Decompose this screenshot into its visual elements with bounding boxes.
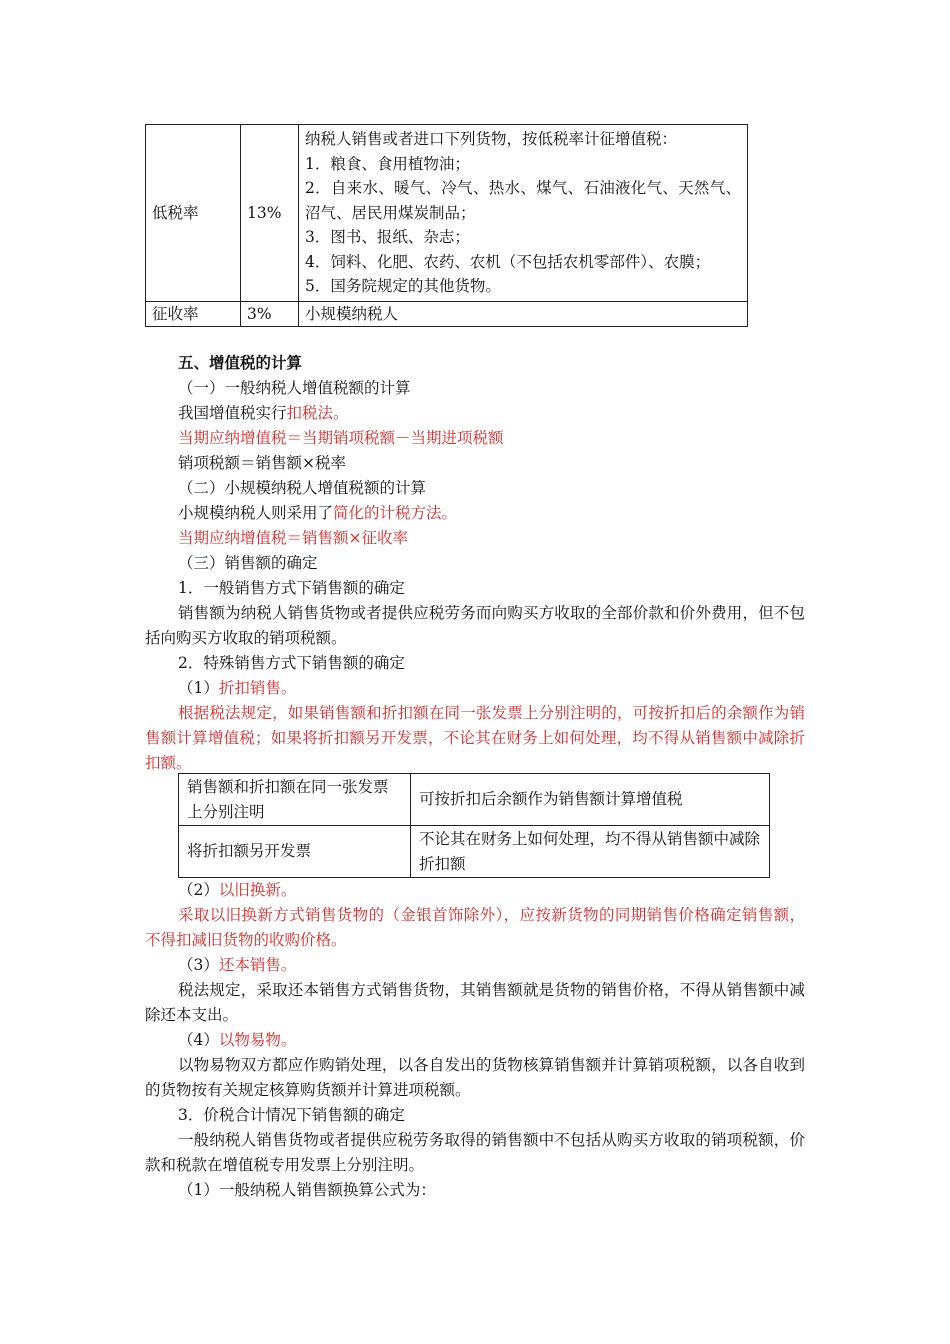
rate-items-cell: [299, 125, 748, 302]
section-heading: 五、增值税的计算: [178, 353, 303, 372]
point-title: [178, 878, 296, 903]
list-item: 5．国务院规定的其他货物。: [305, 277, 501, 295]
paragraph: 以物易物双方都应作购销处理，以各自发出的货物核算销售额并计算销项税额，以各自收到的货物按有关规定核算购货额并计算进项税额。: [145, 1056, 805, 1099]
table-row: [146, 125, 748, 302]
rate-items-cell: [299, 301, 748, 327]
list-item: 纳税人销售或者进口下列货物，按低税率计征增值税：: [305, 130, 678, 148]
point-title: 3．价税合计情况下销售额的确定: [178, 1106, 405, 1124]
paragraph: 根据税法规定，如果销售额和折扣额在同一张发票上分别注明的，可按折扣后的余额作为销售额计算增值税；如果将折扣额另开发票，不论其在财务上如何处理，均不得从销售额中减除折扣额。: [145, 704, 805, 772]
subsection-title: （二）小规模纳税人增值税额的计算: [178, 479, 427, 497]
highlight-text: 折扣销售。: [218, 679, 297, 697]
table-row: [146, 301, 748, 327]
list-item: 3．图书、报纸、杂志；: [305, 228, 470, 246]
table-cell: 将折扣额另开发票: [179, 826, 411, 878]
list-item: 小规模纳税人: [305, 304, 399, 323]
table-row: [179, 826, 770, 878]
highlight-text: 扣税法。: [286, 404, 349, 422]
highlight-text: 还本销售。: [218, 956, 297, 974]
rate-name-cell: 低税率: [146, 125, 241, 302]
paragraph: 销售额为纳税人销售货物或者提供应税劳务而向购买方收取的全部价款和价外费用，但不包括向购买方收取的销项税额。: [145, 604, 805, 647]
rate-value-cell: 3%: [241, 301, 299, 327]
highlight-text: 以旧换新。: [218, 881, 297, 899]
paragraph: 一般纳税人销售货物或者提供应税劳务取得的销售额中不包括从购买方收取的销项税额，价款和税款在增值税专用发票上分别注明。: [145, 1131, 805, 1174]
rate-value-cell: 13%: [241, 125, 299, 302]
paragraph: 采取以旧换新方式销售货物的（金银首饰除外），应按新货物的同期销售价格确定销售额，不得扣减旧货物的收购价格。: [145, 906, 805, 949]
table-cell: 不论其在财务上如何处理，均不得从销售额中减除折扣额: [411, 826, 770, 878]
highlight-text: 简化的计税方法。: [333, 504, 458, 522]
paragraph: [178, 401, 349, 426]
list-item: 1．粮食、食用植物油；: [305, 154, 470, 173]
discount-table: [178, 773, 770, 878]
point-title: [178, 953, 296, 978]
text-span: 小规模纳税人则采用了: [178, 504, 334, 522]
point-title: （1）一般纳税人销售额换算公式为：: [178, 1181, 436, 1199]
point-title: [178, 676, 296, 701]
rate-name-cell: 征收率: [146, 301, 241, 327]
list-item: 2．自来水、暖气、冷气、热水、煤气、石油液化气、天然气、沼气、居民用煤炭制品；: [305, 179, 741, 222]
formula: 销项税额＝销售额×税率: [178, 454, 346, 472]
item-number: （2）: [178, 881, 219, 899]
list-item: 4．饲料、化肥、农药、农机（不包括农机零部件）、农膜；: [305, 252, 711, 271]
point-title: [178, 1028, 296, 1053]
formula: 当期应纳增值税＝销售额×征收率: [178, 529, 408, 547]
item-number: （3）: [178, 956, 219, 974]
table-row: [179, 774, 770, 826]
highlight-text: 以物易物。: [218, 1031, 297, 1049]
text-span: 我国增值税实行: [178, 404, 287, 422]
subsection-title: （三）销售额的确定: [178, 554, 318, 572]
formula: 当期应纳增值税＝当期销项税额－当期进项税额: [178, 429, 504, 447]
item-number: （4）: [178, 1031, 219, 1049]
item-number: （1）: [178, 679, 219, 697]
table-cell: 可按折扣后余额作为销售额计算增值税: [411, 774, 770, 826]
tax-rate-table: [145, 124, 748, 327]
paragraph: [178, 501, 457, 526]
point-title: 2．特殊销售方式下销售额的确定: [178, 654, 405, 672]
table-cell: 销售额和折扣额在同一张发票上分别注明: [179, 774, 411, 826]
subsection-title: （一）一般纳税人增值税额的计算: [178, 379, 411, 397]
point-title: 1．一般销售方式下销售额的确定: [178, 579, 405, 597]
paragraph: 税法规定，采取还本销售方式销售货物，其销售额就是货物的销售价格，不得从销售额中减除还本支出。: [145, 981, 805, 1024]
